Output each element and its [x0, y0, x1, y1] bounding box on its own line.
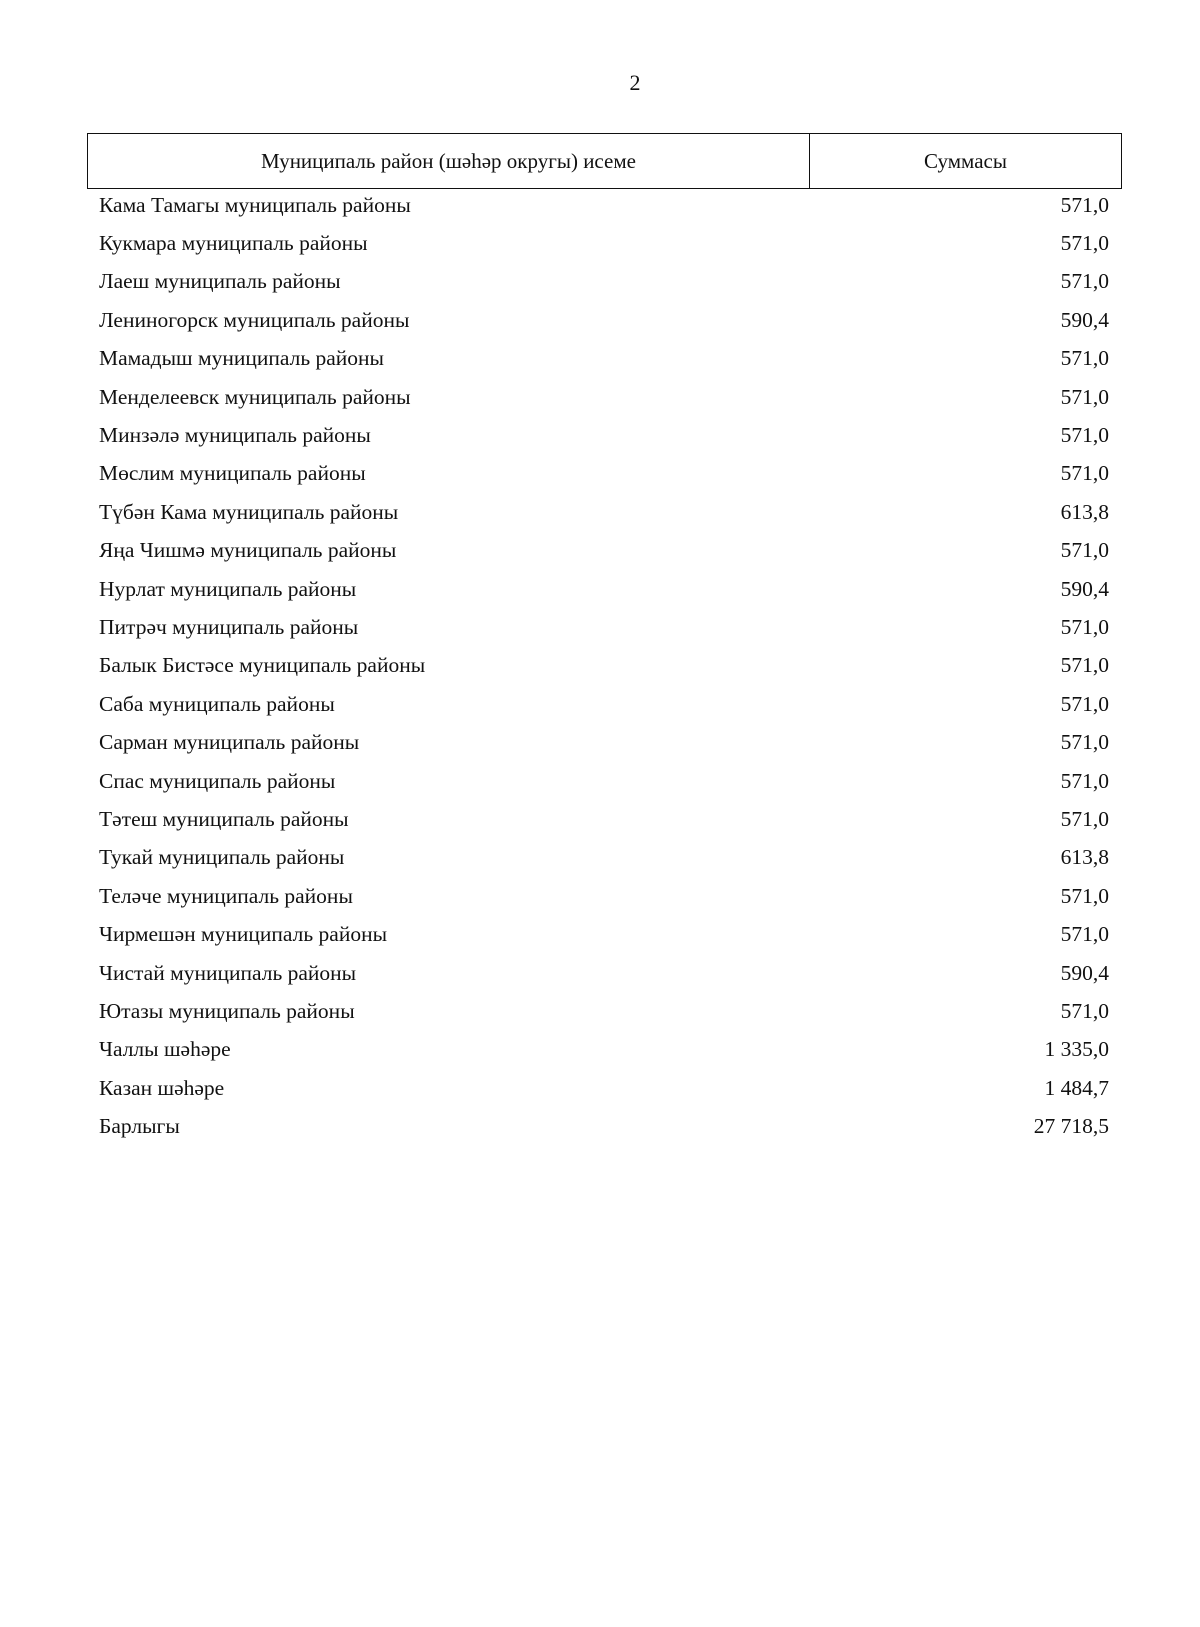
table-row [99, 224, 1109, 262]
row-name: Ютазы муниципаль районы [99, 998, 355, 1023]
row-value: 571,0 [1060, 384, 1109, 409]
table-row [99, 378, 1109, 416]
row-name: Балык Бистәсе муниципаль районы [99, 653, 426, 678]
row-name: Түбән Кама муниципаль районы [99, 499, 399, 524]
table-row [99, 1069, 1109, 1107]
row-name: Саба муниципаль районы [99, 691, 335, 716]
row-value: 571,0 [1060, 883, 1109, 908]
row-value: 27 718,5 [1033, 1114, 1109, 1139]
column-header-sum: Суммасы [924, 148, 1007, 173]
row-value: 571,0 [1060, 269, 1109, 294]
table-row [99, 186, 1109, 224]
table-row [99, 532, 1109, 570]
row-name: Чаллы шәһәре [99, 1037, 231, 1062]
table-row [99, 915, 1109, 953]
row-value: 1 484,7 [1044, 1075, 1109, 1100]
row-name: Мөслим муниципаль районы [99, 461, 366, 486]
row-name: Лениногорск муниципаль районы [99, 307, 410, 332]
table-row [99, 340, 1109, 378]
row-value: 571,0 [1060, 423, 1109, 448]
row-value: 590,4 [1060, 576, 1109, 601]
row-value: 590,4 [1060, 960, 1109, 985]
row-name: Кукмара муниципаль районы [99, 231, 368, 256]
row-name: Барлыгы [99, 1114, 180, 1139]
row-name: Нурлат муниципаль районы [99, 576, 357, 601]
row-value: 613,8 [1060, 845, 1109, 870]
row-name: Яңа Чишмә муниципаль районы [99, 538, 397, 563]
row-value: 571,0 [1060, 192, 1109, 217]
row-name: Теләче муниципаль районы [99, 883, 353, 908]
row-name: Тәтеш муниципаль районы [99, 806, 349, 831]
row-value: 571,0 [1060, 730, 1109, 755]
table-row [99, 493, 1109, 531]
row-value: 571,0 [1060, 614, 1109, 639]
row-value: 571,0 [1060, 461, 1109, 486]
table-row [99, 608, 1109, 646]
table-row [99, 839, 1109, 877]
row-name: Казан шәһәре [99, 1075, 225, 1100]
row-value: 571,0 [1060, 231, 1109, 256]
row-value: 590,4 [1060, 307, 1109, 332]
row-name: Питрәч муниципаль районы [99, 614, 359, 639]
row-value: 571,0 [1060, 346, 1109, 371]
row-value: 571,0 [1060, 653, 1109, 678]
table-row [99, 954, 1109, 992]
table-row [99, 455, 1109, 493]
table-header [87, 133, 1122, 189]
row-value: 571,0 [1060, 538, 1109, 563]
row-value: 571,0 [1060, 691, 1109, 716]
table-row [99, 723, 1109, 761]
row-name: Чирмешән муниципаль районы [99, 922, 388, 947]
row-value: 1 335,0 [1044, 1037, 1109, 1062]
table-row [99, 992, 1109, 1030]
table-row [99, 647, 1109, 685]
table-row [99, 685, 1109, 723]
table-row [99, 570, 1109, 608]
table-body [99, 186, 1109, 1146]
row-name: Кама Тамагы муниципаль районы [99, 192, 411, 217]
row-value: 571,0 [1060, 998, 1109, 1023]
table-row [99, 762, 1109, 800]
row-name: Минзәлә муниципаль районы [99, 423, 371, 448]
row-name: Лаеш муниципаль районы [99, 269, 341, 294]
table-row-total [99, 1107, 1109, 1145]
table-row [99, 800, 1109, 838]
table-row [99, 263, 1109, 301]
row-value: 613,8 [1060, 499, 1109, 524]
row-name: Менделеевск муниципаль районы [99, 384, 411, 409]
table-row [99, 416, 1109, 454]
row-name: Мамадыш муниципаль районы [99, 346, 385, 371]
row-value: 571,0 [1060, 806, 1109, 831]
row-name: Сарман муниципаль районы [99, 730, 360, 755]
column-header-name: Муниципаль район (шәһәр округы) исеме [88, 134, 810, 188]
row-name: Тукай муниципаль районы [99, 845, 345, 870]
row-name: Чистай муниципаль районы [99, 960, 357, 985]
table-row [99, 1031, 1109, 1069]
row-value: 571,0 [1060, 922, 1109, 947]
page-number: 2 [629, 70, 641, 95]
table-row [99, 301, 1109, 339]
row-value: 571,0 [1060, 768, 1109, 793]
row-name: Спас муниципаль районы [99, 768, 336, 793]
table-row [99, 877, 1109, 915]
